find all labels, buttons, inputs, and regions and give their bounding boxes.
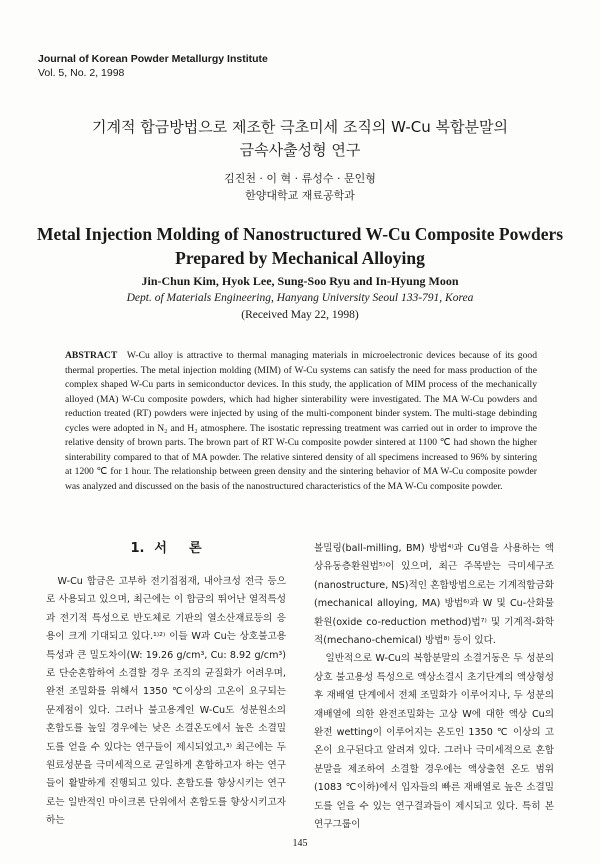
journal-volume: Vol. 5, No. 2, 1998	[38, 67, 125, 79]
intro-paragraph-1-continued: 볼밀링(ball-milling, BM) 방법⁴⁾과 Cu염을 사용하는 액상유동층환원법⁵⁾이 있으며, 최근 주목받는 극미세구조(nanostructure, NS)적인 혼합방법으로는 기계적합금화(mechanical alloying, MA) 방법⁶⁾과 W 및 Cu-산화물 환원(oxide co-reduction method)법⁷⁾ 및 기계적-화학적(mechano-chemical) 방법⁸⁾ 등이 있다.	[314, 543, 554, 647]
english-authors: Jin-Chun Kim, Hyok Lee, Sung-Soo Ryu and In-Hyung Moon	[141, 274, 459, 288]
korean-affiliation: 한양대학교 재료공학과	[245, 189, 355, 202]
abstract	[65, 349, 537, 494]
right-column	[314, 540, 554, 835]
intro-paragraph-2: 일반적으로 W-Cu의 복합분말의 소결거동은 두 성분의 상호 불고용성 특성으로 액상소결시 초기단계의 액상형성 후 재배열 단계에서 전체 조밀화가 이루어지나, 두 성분의 재배열에 의한 완전조밀화는 고상 W에 대한 액상 Cu의 완전 wetting이 이루어지는 온도인 1350 ℃ 이상의 고온이 요구된다고 알려져 있다. 그러나 극미세적으로 혼합분말을 제조하여 소결할 경우에는 액상출현 온도 범위(1083 ℃이하)에서 입자들의 빠른 재배열로 높은 소결밀도를 얻을 수 있는 연구결과들이 제시되고 있다. 특히 본 연구그룹이	[314, 653, 554, 831]
abstract-text: W-Cu alloy is attractive to thermal managing materials in microelectronic devices because of its good thermal properties. The metal injection molding (MIM) of W-Cu systems can satisfy the need for mass production of the complex shaped W-Cu parts in semiconductor devices. In this study, the application of MIM process of the mechanically alloyed (MA) W-Cu composite powders, which had higher sinterability were investigated. The MA W-Cu powders and reduction treated (RT) powders were injected by using of the multi-component binder system. The multi-stage debinding cycles were adopted in N₂ and H₂ atmosphere. The isostatic repressing treatment was carried out in order to improve the relative density of brown parts. The brown part of RT W-Cu composite powder sintered at 1100 ℃ had shown the higher sinterability compared to that of MA powder. The relative sintered density of all specimens increased to 96% by sintering at 1200 ℃ for 1 hour. The relationship between green density and the sintering behavior of MA W-Cu composite powder was analyzed and discussed on the basis of the nanostructured characteristics of the MA W-Cu composite powder.	[65, 350, 537, 492]
section-title-part2: 론	[188, 541, 202, 556]
journal-name: Journal of Korean Powder Metallurgy Institute	[38, 53, 268, 65]
left-column	[46, 535, 286, 831]
korean-title	[0, 116, 600, 162]
intro-paragraph-1: W-Cu 합금은 고부하 전기접점재, 내아크성 전극 등으로 사용되고 있으며, 최근에는 이 합금의 뛰어난 열적특성과 전기적 특성으로 반도체로 기판의 열소산재료등의 응용이 크게 기대되고 있다.¹⁾²⁾ 이들 W과 Cu는 상호불고용 특성과 큰 밀도차이(W: 19.26 g/cm³, Cu: 8.92 g/cm³)로 단순혼합하여 소결할 경우 조직의 균질화가 어려우며, 완전 조밀화를 위해서 1350 ℃이상의 고온이 요구되는 문제점이 있다. 그러나 불고용계인 W-Cu도 성분원소의 혼합도를 높일 경우에는 낮은 소결온도에서 높은 소결밀도를 얻을 수 있다는 연구들이 제시되었고,³⁾ 최근에는 두 원료성분을 극미세적으로 균일하게 혼합하고자 하는 연구들이 활발하게 진행되고 있다. 혼합도를 향상시키는 연구로는 일반적인 마이크론 단위에서 혼합도를 향상시키고자하는	[46, 576, 286, 827]
abstract-label: ABSTRACT	[65, 350, 118, 361]
section-title-part1: 서	[154, 541, 167, 556]
journal-header	[38, 52, 268, 80]
english-affiliation: Dept. of Materials Engineering, Hanyang University Seoul 133-791, Korea	[126, 292, 474, 304]
english-title	[0, 222, 600, 270]
section-number: 1.	[130, 541, 145, 556]
korean-authors: 김진천 · 이 혁 · 류성수 · 문인형	[224, 172, 376, 185]
korean-title-line1: 기계적 합금방법으로 제조한 극초미세 조직의 W-Cu 복합분말의	[92, 118, 508, 136]
received-date: (Received May 22, 1998)	[241, 309, 359, 321]
section-heading	[46, 539, 286, 559]
page-number: 145	[292, 838, 308, 849]
korean-title-line2: 금속사출성형 연구	[239, 141, 361, 159]
english-title-line1: Metal Injection Molding of Nanostructured W-Cu Composite Powders	[36, 224, 564, 244]
english-title-line2: Prepared by Mechanical Alloying	[175, 248, 425, 268]
